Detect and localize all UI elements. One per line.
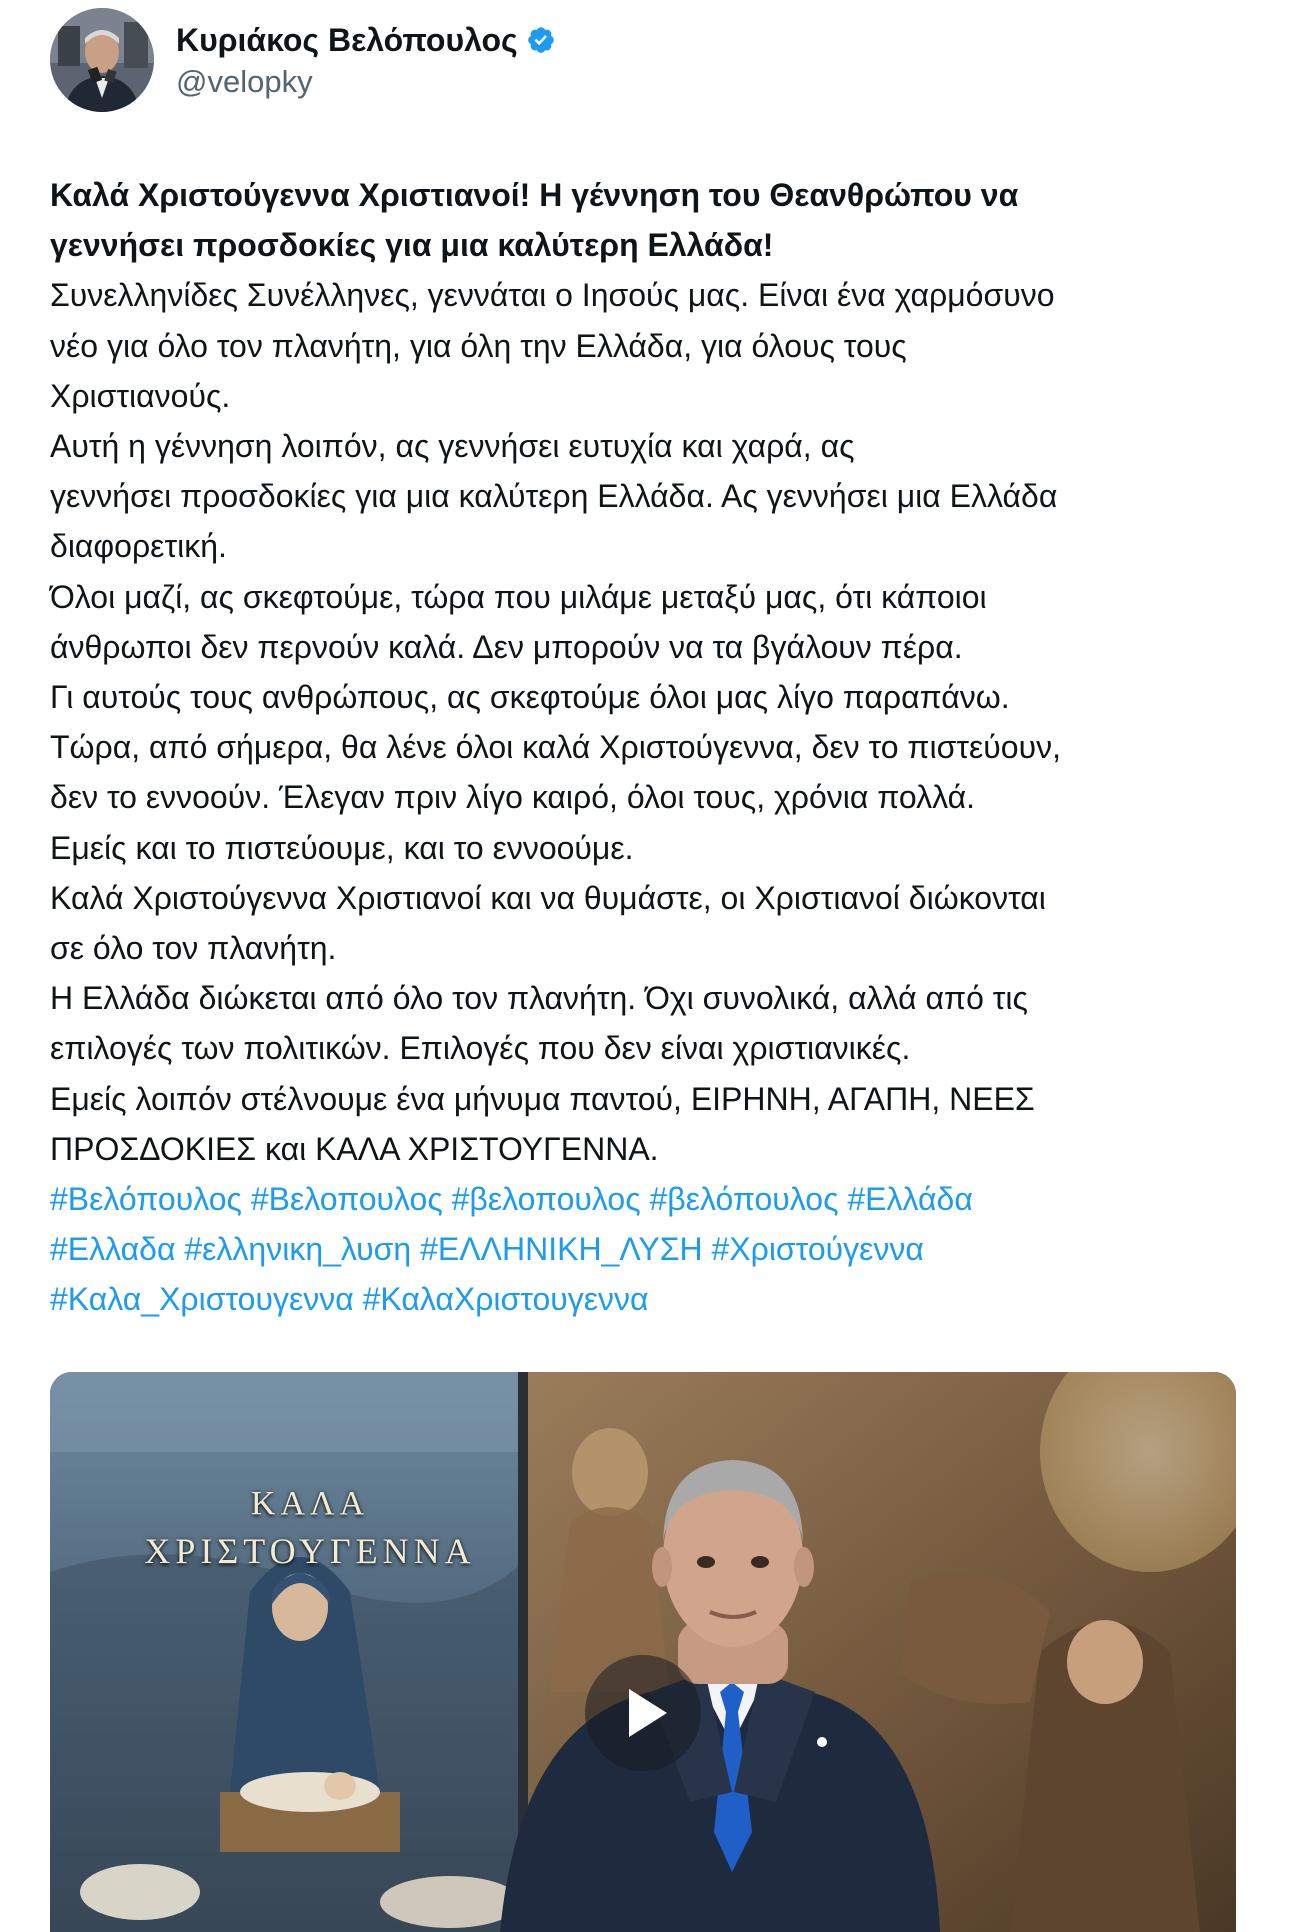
tweet-body-line: Εμείς λοιπόν στέλνουμε ένα μήνυμα παντού, ΕΙΡΗΝΗ, ΑΓΑΠΗ, ΝΕΕΣ	[50, 1080, 1035, 1117]
hashtag-line	[50, 1174, 1250, 1224]
tweet-body-line: Όλοι μαζί, ας σκεφτούμε, τώρα που μιλάμε μεταξύ μας, ότι κάποιοι	[50, 578, 987, 615]
hashtag-link[interactable]: #ΕΛΛΗΝΙΚΗ_ΛΥΣΗ	[420, 1231, 703, 1268]
tweet-body-line: Καλά Χριστούγεννα Χριστιανοί και να θυμάστε, οι Χριστιανοί διώκονται	[50, 879, 1046, 916]
hashtag-link[interactable]: #Βελοπουλος	[250, 1181, 443, 1218]
play-icon	[629, 1689, 667, 1737]
tweet-body-line: Αυτή η γέννηση λοιπόν, ας γεννήσει ευτυχία και χαρά, ας	[50, 428, 855, 465]
video-caption-line-1: ΚΑΛΑ	[250, 1485, 370, 1522]
video-caption-line-2: ΧΡΙΣΤΟΥΓΕΝΝΑ	[144, 1531, 476, 1571]
tweet-headline-line: γεννήσει προσδοκίες για μια καλύτερη Ελλάδα!	[50, 227, 774, 264]
video-caption	[120, 1482, 500, 1576]
author-handle[interactable]: @velopky	[176, 64, 313, 99]
display-name[interactable]: Κυριάκος Βελόπουλος	[176, 22, 518, 58]
tweet-body-line: Συνελληνίδες Συνέλληνες, γεννάται ο Ιησούς μας. Είναι ένα χαρμόσυνο	[50, 277, 1055, 314]
video-frame-illustration	[50, 1372, 1236, 1932]
tweet-body-line: γεννήσει προσδοκίες για μια καλύτερη Ελλάδα. Ας γεννήσει μια Ελλάδα	[50, 478, 1058, 515]
tweet-body-line: Η Ελλάδα διώκεται από όλο τον πλανήτη. Όχι συνολικά, αλλά από τις	[50, 980, 1028, 1017]
tweet-body-line: διαφορετική.	[50, 528, 227, 565]
tweet-body-line: σε όλο τον πλανήτη.	[50, 930, 337, 967]
tweet-body-line: δεν το εννοούν. Έλεγαν πριν λίγο καιρό, όλοι τους, χρόνια πολλά.	[50, 779, 976, 816]
tweet-text	[50, 170, 1250, 1325]
video-thumbnail[interactable]	[50, 1372, 1236, 1932]
hashtag-link[interactable]: #ελληνικη_λυση	[184, 1231, 412, 1268]
tweet-body-line: Γι αυτούς τους ανθρώπους, ας σκεφτούμε όλοι μας λίγο παραπάνω.	[50, 679, 1010, 716]
tweet-body-line: Χριστιανούς.	[50, 377, 231, 414]
hashtag-link[interactable]: #ΚαλαΧριστουγεννα	[362, 1281, 649, 1318]
tweet-body-line: ΠΡΟΣΔΟΚΙΕΣ και ΚΑΛΑ ΧΡΙΣΤΟΥΓΕΝΝΑ.	[50, 1130, 659, 1167]
tweet-body-line: επιλογές των πολιτικών. Επιλογές που δεν είναι χριστιανικές.	[50, 1030, 911, 1067]
hashtag-link[interactable]: #βελοπουλος	[451, 1181, 641, 1218]
tweet-body-line: Εμείς και το πιστεύουμε, και το εννοούμε.	[50, 829, 634, 866]
hashtag-line	[50, 1224, 1250, 1274]
tweet-header	[50, 8, 556, 112]
author-names	[176, 18, 556, 102]
hashtag-link[interactable]: #βελόπουλος	[649, 1181, 839, 1218]
verified-badge-icon	[526, 25, 556, 55]
hashtag-link[interactable]: #Ελλαδα	[50, 1231, 176, 1268]
hashtag-link[interactable]: #Ελλάδα	[847, 1181, 973, 1218]
hashtag-link[interactable]: #Χριστούγεννα	[711, 1231, 924, 1268]
tweet-body-line: Τώρα, από σήμερα, θα λένε όλοι καλά Χριστούγεννα, δεν το πιστεύουν,	[50, 729, 1061, 766]
avatar[interactable]	[50, 8, 154, 112]
tweet-body-line: νέο για όλο τον πλανήτη, για όλη την Ελλάδα, για όλους τους	[50, 327, 907, 364]
hashtag-link[interactable]: #Καλα_Χριστουγεννα	[50, 1281, 354, 1318]
display-name-row	[176, 18, 556, 62]
hashtag-link[interactable]: #Βελόπουλος	[50, 1181, 242, 1218]
play-button[interactable]	[585, 1655, 701, 1771]
hashtag-line	[50, 1274, 1250, 1324]
tweet-body-line: άνθρωποι δεν περνούν καλά. Δεν μπορούν να τα βγάλουν πέρα.	[50, 628, 963, 665]
tweet-headline-line: Καλά Χριστούγεννα Χριστιανοί! Η γέννηση του Θεανθρώπου να	[50, 177, 1019, 213]
